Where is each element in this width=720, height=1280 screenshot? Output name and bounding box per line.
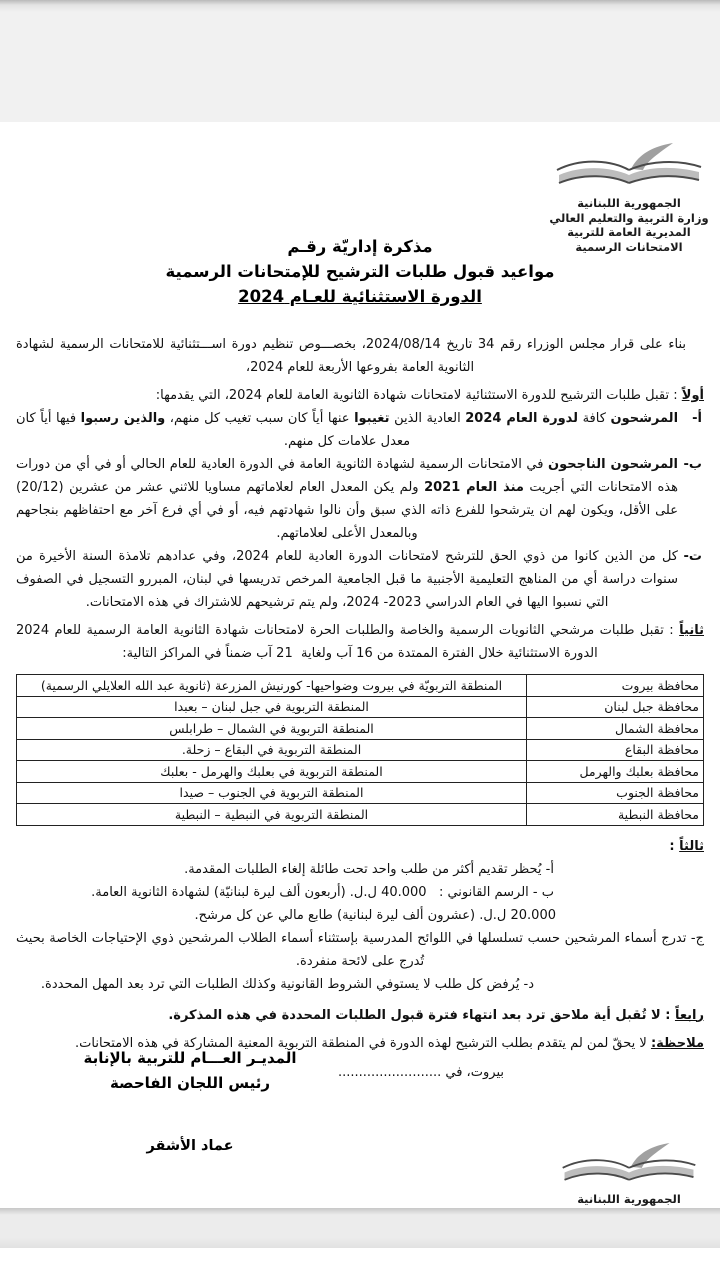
signature-title-line1: المديـر العـــام للتربية بالإنابة [83, 1049, 297, 1067]
clause-third-label: ثالثاً [679, 838, 704, 854]
clause-fourth [16, 1004, 704, 1027]
text-segment: المرشحون [610, 411, 679, 426]
table-row [17, 739, 704, 761]
text-segment: لدورة العام 2024 [465, 411, 579, 426]
text-segment: كافة [578, 411, 611, 426]
third-clause-item [16, 927, 704, 973]
text-segment: أ- يُحظر تقديم أكثر من طلب واحد تحت طائلة إلغاء الطلبات المقدمة. [184, 861, 554, 877]
third-clause-item [16, 881, 554, 904]
footer-republic: الجمهورية اللبنانية [577, 1192, 681, 1206]
text-segment: ولم يكن المعدل العام لعلاماتهم مساويا للاثني عشر من عشرين (20/12) على الأقل، ويكون لهم ان يترشحوا للفرع ذاته الذي سبق وأن نالوا شهادتهم فيه، أو في أي فرع آخر مع احتفاظهم بنجاحهم وبالمعدل الأعلى لعلاماتهم. [16, 480, 678, 541]
text-segment: في الامتحانات الرسمية لشهادة الثانوية العامة في الدورة العادية للعام الحالي أو في أي من دورات هذه الامتحانات التي أجريت [16, 457, 678, 495]
clause-first-heading [16, 384, 704, 407]
clause-first-label: أولاً [681, 388, 704, 403]
intro-paragraph: بناء على قرار مجلس الوزراء رقم 34 تاريخ 2024/08/14، بخصـــوص تنظيم دورة اســـتثنائية للامتحانات الرسمية لشهادة الثانوية العامة بفروعها الأربعة للعام 2024، [16, 337, 686, 375]
text-segment: 20.000 ل.ل. (عشرون ألف ليرة لبنانية) طابع مالي عن كل مرشح. [194, 907, 556, 923]
table-row [17, 675, 704, 697]
third-items [16, 858, 704, 996]
center-cell: المنطقة التربوية في الشمال – طرابلس [17, 718, 527, 740]
third-clause-item [16, 858, 554, 881]
viewer-top-margin [0, 0, 720, 122]
text-segment: والذين رسبوا [80, 411, 166, 426]
text-segment: عنها أياً كان سبب تغيب كل منهم، [165, 411, 355, 426]
document-page [0, 122, 720, 1208]
province-cell: محافظة الجنوب [527, 782, 704, 804]
clause-second-text: : تقبل طلبات مرشحي الثانويات الرسمية والخاصة والطلبات الحرة لامتحانات شهادة الثانوية العامة الرسمية للعام 2024 الدورة الاستثنائية خلال الفترة الممتدة من 16 آب ولغاية 21 آب ضمناً في المراكز التالية: [16, 623, 680, 661]
province-cell: محافظة بيروت [527, 675, 704, 697]
center-cell: المنطقة التربوية في الجنوب – صيدا [17, 782, 527, 804]
text-segment: د- يُرفض كل طلب لا يستوفي الشروط القانونية وكذلك الطلبات التي ترد بعد المهل المحددة. [40, 976, 534, 992]
province-cell: محافظة جبل لبنان [527, 696, 704, 718]
province-cell: محافظة بعلبك والهرمل [527, 761, 704, 783]
memo-title-line3: الدورة الاستثنائية للعـام 2024 [238, 287, 482, 306]
note-label: ملاحظة: [650, 1035, 704, 1051]
text-segment: المرشحون الناجحون [548, 457, 678, 472]
center-cell: المنطقة التربوية في النبطية – النبطية [17, 804, 527, 826]
table-row [17, 761, 704, 783]
signature-block [30, 1046, 350, 1159]
center-cell: المنطقة التربوية في بعلبك والهرمل - بعلبك [17, 761, 527, 783]
item-marker: ت- [683, 549, 702, 564]
first-items [16, 407, 704, 614]
first-clause-item [16, 453, 704, 545]
exam-centers-table-body [17, 675, 704, 826]
text-segment: العادية الذين [389, 411, 466, 426]
letterhead-directorate: المديرية العامة للتربية [567, 225, 691, 239]
text-segment: ج- تدرج أسماء المرشحين حسب تسلسلها في اللوائح المدرسية بإستثناء أسماء الطلاب المرشحين ذوي الإحتياجات الخاصة بحيث تُدرج على لائحة منفردة. [16, 930, 704, 969]
text-segment: منذ العام 2021 [424, 480, 524, 495]
place-date-line: بيروت، في ......................... [337, 1064, 504, 1080]
first-clause-item [16, 407, 704, 453]
center-cell: المنطقة التربوية في البقاع – زحلة. [17, 739, 527, 761]
text-segment: كل من الذين كانوا من ذوي الحق للترشح لامتحانات الدورة العادية للعام 2024، وفي عدادهم تلامذة السنة الأخيرة من سنوات دراسة أي من المناهج التعليمية الأجنبية ما قبل الجامعية المرخص تدريسها في لبنان، المبررو التسجيل في الصفوف التي نسبوا اليها في العام الدراسي 2023- 2024، ولم يتم ترشيحهم للاشتراك في هذه الامتحانات. [16, 549, 678, 610]
table-row [17, 804, 704, 826]
letterhead [544, 142, 714, 254]
text-segment: تغيبوا [354, 411, 390, 426]
footer-open-book-logo-icon [559, 1142, 699, 1190]
province-cell: محافظة النبطية [527, 804, 704, 826]
open-book-logo-icon [553, 142, 705, 194]
text-segment: ب - الرسم القانوني : 40.000 ل.ل. (أربعون ألف ليرة لبنانيّة) لشهادة الثانوية العامة. [91, 884, 554, 900]
clause-first-text: : تقبل طلبات الترشيح للدورة الاستثنائية لامتحانات شهادة الثانوية العامة للعام 2024، التي يقدمها: [155, 388, 682, 403]
clause-second [16, 619, 704, 665]
province-cell: محافظة الشمال [527, 718, 704, 740]
table-row [17, 696, 704, 718]
signature-name: عماد الأشقر [146, 1138, 234, 1154]
province-cell: محافظة البقاع [527, 739, 704, 761]
center-cell: المنطقة التربوية في جبل لبنان – بعبدا [17, 696, 527, 718]
table-row [17, 718, 704, 740]
note-text: لا يحقّ لمن لم يتقدم بطلب الترشيح لهذه الدورة في المنطقة التربوية المعنية المشاركة في هذه الامتحانات. [75, 1035, 651, 1051]
memo-title-line2: مواعيد قبول طلبات الترشيح للإمتحانات الرسمية [165, 262, 555, 281]
page-separator [0, 1208, 720, 1248]
third-clause-item [16, 973, 534, 996]
center-cell: المنطقة التربويّة في بيروت وضواحيها- كورنيش المزرعة (ثانوية عبد الله العلايلي الرسمية) [17, 675, 527, 697]
exam-centers-table [16, 674, 704, 826]
clause-fourth-text: : لا تُقبل أية ملاحق ترد بعد انتهاء فترة قبول الطلبات المحددة في هذه المذكرة. [168, 1007, 675, 1023]
letterhead-exams: الامتحانات الرسمية [575, 239, 683, 254]
item-marker: ب- [683, 457, 702, 472]
clause-third-heading [16, 835, 704, 858]
memo-title-line1: مذكرة إداريّة رقـم [287, 237, 433, 256]
signature-title-line2: رئيس اللجان الفاحصة [109, 1074, 271, 1092]
clause-fourth-label: رابعاً [674, 1007, 704, 1023]
text-segment: فيها أياً كان معدل علامات كل منهم. [16, 411, 411, 449]
table-row [17, 782, 704, 804]
first-clause-item [16, 545, 704, 614]
clause-third-colon: : [669, 838, 680, 854]
item-marker: أ- [692, 411, 702, 426]
letterhead-ministry: وزارة التربية والتعليم العالي [549, 210, 709, 225]
clause-second-label: ثانياً [679, 623, 704, 638]
memo-body [0, 122, 720, 1084]
letterhead-republic: الجمهورية اللبنانية [577, 196, 681, 210]
third-clause-item [16, 904, 556, 927]
